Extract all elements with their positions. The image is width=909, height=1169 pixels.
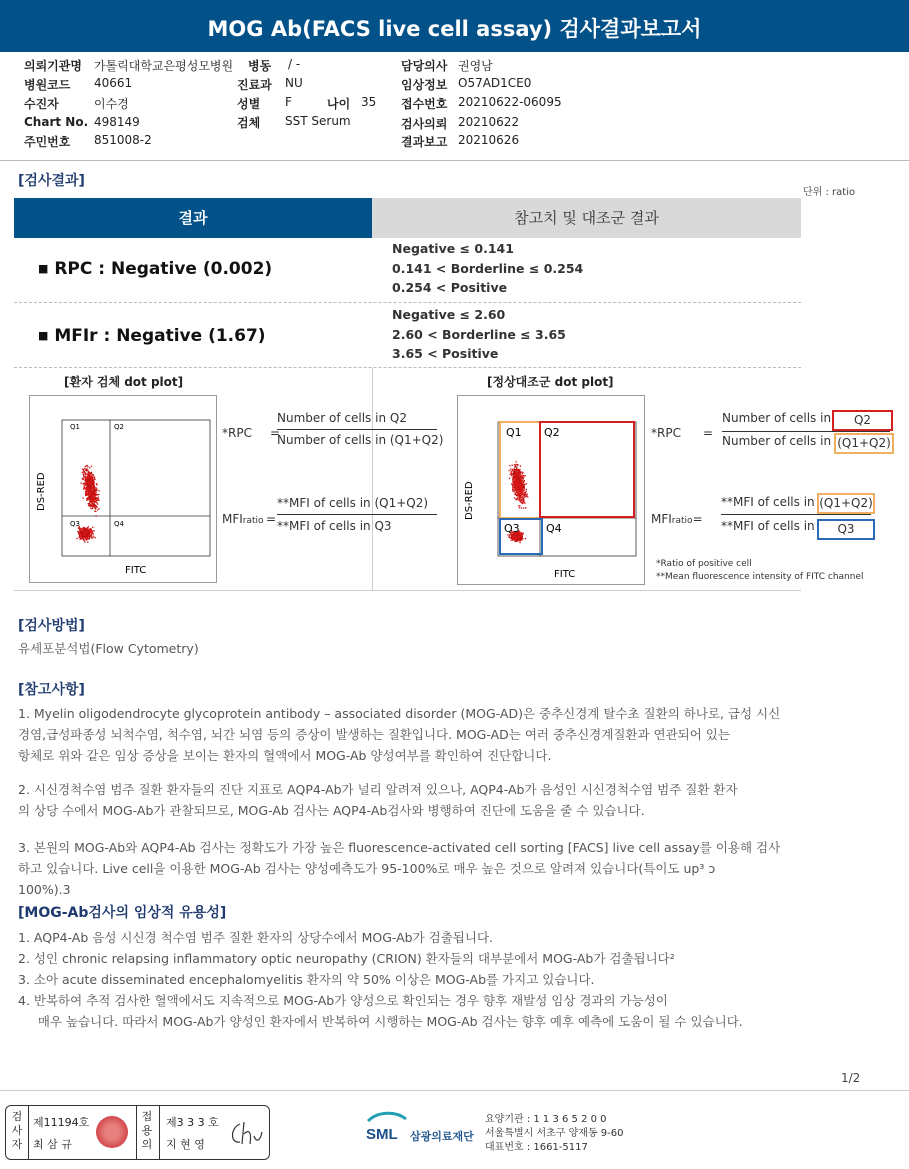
approver-name: 지 현 영: [166, 1138, 205, 1151]
results-section-title: [검사결과]: [18, 173, 85, 189]
q2-label: Q2: [114, 423, 124, 431]
info-value: 20210622-06095: [458, 95, 562, 109]
rpc-numerator: Number of cells in Q2: [277, 411, 407, 425]
info-value: 20210626: [458, 133, 520, 147]
q2-box: Q2: [832, 410, 893, 431]
sex-value: F: [285, 95, 292, 109]
tester-role: 검사자: [11, 1110, 23, 1151]
mfi-formula-label: MFIratio: [222, 512, 264, 526]
bullet-icon: ■: [38, 329, 49, 342]
equals-sign: =: [266, 512, 277, 526]
ref-line: 2.60 < Borderline ≤ 3.65: [392, 326, 566, 342]
info-row: 의뢰기관명: [24, 59, 82, 73]
mfir-result-text: MFIr : Negative (1.67): [54, 326, 266, 346]
fraction-line: [722, 431, 890, 432]
list-item: 매우 높습니다. 따라서 MOG-Ab가 양성인 환자에서 반복하여 시행하는 MOG-Ab 검사는 향후 예후 예측에 도움이 될 수 있습니다.: [18, 1014, 743, 1029]
text-line: 3. 본원의 MOG-Ab와 AQP4-Ab 검사는 정확도가 가장 높은 fluorescence-activated cell sorting [FACS] live cell assay를 이용해 검사: [18, 840, 781, 855]
mfi-formula-label: MFIratio=: [651, 512, 703, 526]
rpc-formula-label: *RPC: [651, 426, 681, 440]
y-axis-label: DS-RED: [36, 472, 47, 511]
info-value: 20210622: [458, 115, 520, 129]
list-item: 4. 반복하여 추적 검사한 혈액에서도 지속적으로 MOG-Ab가 양성으로 확인되는 경우 향후 재발성 임상 경과의 가능성이: [18, 993, 668, 1008]
method-text: 유세포분석법(Flow Cytometry): [18, 641, 199, 656]
rpc-denominator: Number of cells in (Q1+Q2): [277, 433, 444, 447]
mfir-result: [38, 326, 266, 346]
info-row: 접수번호: [401, 97, 448, 111]
org-name: 삼광의료재단: [410, 1130, 474, 1143]
unit-label: 단위 : ratio: [803, 187, 856, 198]
x-axis-label: FITC: [554, 569, 576, 580]
ref-line: Negative ≤ 0.141: [392, 241, 514, 256]
q1-label: Q1: [506, 426, 522, 439]
fraction-line: [721, 514, 871, 515]
ward-label: 병동: [248, 59, 272, 73]
info-value: 권영남: [458, 59, 493, 73]
sample-value: SST Serum: [285, 114, 351, 128]
dept-label: 진료과: [237, 78, 272, 92]
age-value: 35: [361, 95, 377, 109]
q1q2-box: (Q1+Q2): [834, 433, 894, 454]
sml-logo-icon: [364, 1111, 410, 1143]
rpc-numerator: Number of cells in: [722, 411, 832, 425]
x-axis-label: FITC: [125, 565, 147, 576]
signature-image: [228, 1118, 264, 1148]
q3-label: Q3: [504, 522, 520, 535]
mfi-denominator: **MFI of cells in Q3: [277, 519, 392, 533]
text-line: 의 상당 수에서 MOG-Ab가 관찰되므로, MOG-Ab 검사는 AQP4-Ab검사와 병행하여 진단에 도움을 줄 수 있습니다.: [18, 803, 645, 818]
mfir-reference: [392, 305, 566, 364]
sample-label: 검체: [237, 116, 261, 130]
text-line: 2. 시신경척수염 범주 질환 환자들의 진단 지표로 AQP4-Ab가 널리 알려져 있으나, AQP4-Ab가 음성인 시신경척수염 범주 질환 환자: [18, 782, 738, 797]
note-paragraph-3: [18, 837, 878, 900]
seal-stamp: [96, 1116, 128, 1148]
sex-label: 성별: [237, 97, 261, 111]
info-row: Chart No.: [24, 115, 89, 129]
row-divider: [14, 302, 801, 303]
text-line: 경염,급성파종성 뇌척수염, 척수염, 뇌간 뇌염 등의 증상이 발생하는 질환입니다. MOG-AD는 여러 중추신경계질환과 연관되어 있는: [18, 727, 730, 742]
ref-line: 0.254 < Positive: [392, 280, 508, 295]
utility-list: [18, 927, 888, 1032]
list-item: 2. 성인 chronic relapsing inflammatory optic neuropathy (CRION) 환자들의 대부분에서 MOG-Ab가 검출됩니다²: [18, 951, 675, 966]
control-plot-title: [정상대조군 dot plot]: [487, 375, 614, 389]
utility-title: [MOG-Ab검사의 임상적 유용성]: [18, 905, 227, 921]
fraction-line: [277, 429, 437, 430]
control-plot-svg: [458, 396, 644, 584]
fraction-line: [277, 514, 437, 515]
reference-column-header: 참고치 및 대조군 결과: [372, 198, 801, 238]
bullet-icon: ■: [38, 262, 49, 275]
org-phone: 대표번호 : 1661-5117: [485, 1142, 588, 1153]
report-title: MOG Ab(FACS live cell assay) 검사결과보고서: [207, 17, 702, 41]
info-row: 주민번호: [24, 135, 71, 149]
q3-label: Q3: [70, 520, 80, 528]
divider: [136, 1106, 137, 1159]
equals-sign: =: [270, 426, 281, 440]
q1q2-box: (Q1+Q2): [817, 493, 875, 514]
text-line: 항체로 위와 같은 임상 증상을 보이는 환자의 혈액에서 MOG-Ab 양성여부를 확인하여 진단합니다.: [18, 748, 552, 763]
info-row: 담당의사: [401, 59, 448, 73]
dept-value: NU: [285, 76, 303, 90]
info-value: 40661: [94, 76, 133, 90]
tester-name: 최 삼 규: [33, 1138, 72, 1151]
info-value: 가톨릭대학교은평성모병원: [94, 59, 234, 73]
text-line: 100%).3: [18, 882, 71, 897]
y-axis-label: DS-RED: [464, 481, 475, 520]
ref-line: 0.141 < Borderline ≤ 0.254: [392, 260, 584, 276]
info-row: 병원코드: [24, 78, 71, 92]
control-dot-plot: [457, 395, 645, 585]
mfi-numerator: **MFI of cells in: [721, 495, 815, 509]
ref-line: 3.65 < Positive: [392, 346, 499, 361]
divider: [14, 590, 801, 591]
divider: [28, 1106, 29, 1159]
org-address: 서울특별시 서초구 양재동 9-60: [485, 1128, 624, 1139]
ward-value: / -: [288, 57, 301, 71]
org-code: 요양기관 : 1 1 3 6 5 2 0 0: [485, 1114, 607, 1125]
info-value: 851008-2: [94, 133, 152, 147]
info-row: 임상정보: [401, 78, 448, 92]
notes-title: [참고사항]: [18, 682, 85, 698]
tester-license: 제11194호: [33, 1116, 90, 1129]
info-value: O57AD1CE0: [458, 76, 532, 90]
result-column-header: 결과: [14, 198, 372, 238]
rpc-denominator: Number of cells in: [722, 434, 832, 448]
note-paragraph-1: [18, 703, 878, 766]
divider: [0, 1090, 909, 1091]
patient-dot-plot: [29, 395, 217, 583]
page-number: 1/2: [841, 1071, 861, 1085]
row-divider: [14, 367, 801, 368]
text-line: 1. Myelin oligodendrocyte glycoprotein antibody – associated disorder (MOG-AD)은 중추신경계 탈수초 질환의 하나로, 급성 시신: [18, 706, 781, 721]
age-label: 나이: [327, 97, 351, 111]
rpc-reference: [392, 239, 583, 298]
q4-label: Q4: [114, 520, 124, 528]
info-row: 수진자: [24, 97, 59, 111]
equals-sign: =: [703, 426, 714, 440]
patient-plot-svg: [30, 396, 216, 582]
ref-line: Negative ≤ 2.60: [392, 307, 506, 322]
divider: [0, 160, 909, 161]
q1-label: Q1: [70, 423, 80, 431]
divider: [159, 1106, 160, 1159]
q4-label: Q4: [546, 522, 562, 535]
footnote-mfi: **Mean fluorescence intensity of FITC channel: [656, 572, 864, 582]
footnote-rpc: *Ratio of positive cell: [656, 559, 752, 569]
list-item: 3. 소아 acute disseminated encephalomyelitis 환자의 약 50% 이상은 MOG-Ab를 가지고 있습니다.: [18, 972, 595, 987]
info-value: 이수경: [94, 97, 129, 111]
info-row: 검사의뢰: [401, 117, 448, 131]
signature-box: [5, 1105, 270, 1160]
mfi-numerator: **MFI of cells in (Q1+Q2): [277, 496, 429, 510]
patient-plot-title: [환자 검체 dot plot]: [64, 375, 184, 389]
rpc-result-text: RPC : Negative (0.002): [54, 259, 273, 279]
q2-label: Q2: [544, 426, 560, 439]
note-paragraph-2: [18, 779, 878, 821]
text-line: 하고 있습니다. Live cell을 이용한 MOG-Ab 검사는 양성예측도가 95-100%로 매우 높은 것으로 알려져 있습니다(특이도 up³ ɔ: [18, 861, 716, 876]
method-title: [검사방법]: [18, 618, 85, 634]
approver-role: 접용의: [141, 1110, 153, 1151]
info-value: 498149: [94, 115, 140, 129]
org-info: [485, 1113, 624, 1155]
q3-box: Q3: [817, 519, 875, 540]
info-row: 결과보고: [401, 135, 448, 149]
plot-divider: [372, 368, 373, 590]
mfi-denominator: **MFI of cells in: [721, 519, 815, 533]
approver-license: 제3 3 3 호: [166, 1116, 219, 1129]
sml-logo-text: SML: [366, 1126, 398, 1143]
rpc-result: [38, 259, 272, 279]
list-item: 1. AQP4-Ab 음성 시신경 척수염 범주 질환 환자의 상당수에서 MOG-Ab가 검출됩니다.: [18, 930, 493, 945]
rpc-formula-label: *RPC: [222, 426, 252, 440]
